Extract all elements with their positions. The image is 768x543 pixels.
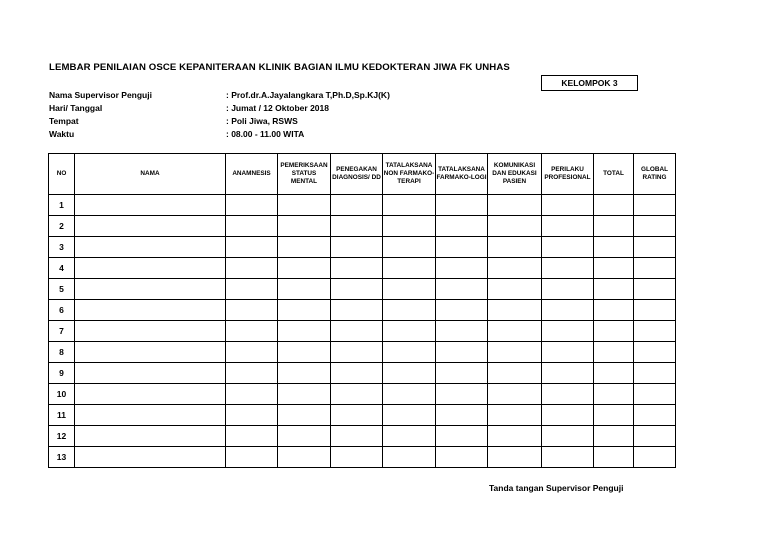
score-cell	[594, 342, 634, 363]
score-cell	[331, 342, 383, 363]
score-cell	[436, 426, 488, 447]
score-cell	[488, 237, 542, 258]
score-cell	[594, 258, 634, 279]
table-row	[49, 426, 676, 447]
score-cell	[75, 300, 226, 321]
score-cell	[278, 195, 331, 216]
score-cell	[634, 426, 676, 447]
score-cell	[278, 447, 331, 468]
table-header-row	[49, 154, 676, 195]
info-value: : Poli Jiwa, RSWS	[226, 116, 298, 126]
score-cell	[594, 321, 634, 342]
column-header: PENEGAKAN DIAGNOSIS/ DD	[331, 154, 383, 195]
info-value: : 08.00 - 11.00 WITA	[226, 129, 305, 139]
score-cell	[278, 279, 331, 300]
score-cell	[542, 216, 594, 237]
score-cell	[278, 216, 331, 237]
column-header: TATALAKSANA FARMAKO-LOGI	[436, 154, 488, 195]
score-cell	[331, 279, 383, 300]
column-header: TOTAL	[594, 154, 634, 195]
score-cell	[542, 237, 594, 258]
score-cell	[226, 321, 278, 342]
score-cell	[634, 363, 676, 384]
score-cell	[594, 405, 634, 426]
row-number: 12	[49, 426, 75, 447]
score-cell	[383, 321, 436, 342]
score-cell	[594, 279, 634, 300]
score-cell	[542, 258, 594, 279]
table-row	[49, 342, 676, 363]
group-label: KELOMPOK 3	[541, 75, 638, 91]
table-row	[49, 216, 676, 237]
score-cell	[436, 363, 488, 384]
table-row	[49, 384, 676, 405]
score-cell	[436, 405, 488, 426]
score-cell	[436, 258, 488, 279]
score-cell	[226, 279, 278, 300]
score-cell	[278, 321, 331, 342]
score-cell	[331, 321, 383, 342]
score-cell	[383, 300, 436, 321]
score-cell	[383, 363, 436, 384]
score-cell	[542, 321, 594, 342]
score-cell	[383, 384, 436, 405]
score-cell	[634, 384, 676, 405]
score-cell	[488, 321, 542, 342]
score-cell	[331, 426, 383, 447]
score-cell	[594, 237, 634, 258]
score-cell	[383, 279, 436, 300]
score-cell	[226, 426, 278, 447]
row-number: 3	[49, 237, 75, 258]
score-cell	[542, 405, 594, 426]
score-cell	[436, 447, 488, 468]
score-cell	[436, 300, 488, 321]
signature-label: Tanda tangan Supervisor Penguji	[489, 483, 624, 493]
score-cell	[226, 447, 278, 468]
score-cell	[331, 405, 383, 426]
row-number: 9	[49, 363, 75, 384]
score-cell	[278, 300, 331, 321]
score-cell	[75, 363, 226, 384]
row-number: 7	[49, 321, 75, 342]
column-header: NAMA	[75, 154, 226, 195]
column-header: KOMUNIKASI DAN EDUKASI PASIEN	[488, 154, 542, 195]
table-row	[49, 258, 676, 279]
score-cell	[278, 363, 331, 384]
score-cell	[331, 195, 383, 216]
score-cell	[436, 237, 488, 258]
score-cell	[542, 195, 594, 216]
score-cell	[488, 258, 542, 279]
score-cell	[278, 237, 331, 258]
score-cell	[436, 279, 488, 300]
score-cell	[436, 384, 488, 405]
assessment-table	[48, 153, 676, 468]
score-cell	[634, 447, 676, 468]
score-cell	[594, 426, 634, 447]
score-cell	[634, 279, 676, 300]
score-cell	[226, 363, 278, 384]
score-cell	[226, 258, 278, 279]
score-cell	[278, 258, 331, 279]
score-cell	[278, 405, 331, 426]
score-cell	[383, 342, 436, 363]
score-cell	[278, 426, 331, 447]
row-number: 10	[49, 384, 75, 405]
column-header: ANAMNESIS	[226, 154, 278, 195]
score-cell	[542, 384, 594, 405]
score-cell	[436, 321, 488, 342]
score-cell	[634, 300, 676, 321]
info-label: Waktu	[49, 129, 75, 139]
score-cell	[634, 237, 676, 258]
column-header: NO	[49, 154, 75, 195]
score-cell	[75, 447, 226, 468]
score-cell	[594, 447, 634, 468]
score-cell	[634, 405, 676, 426]
score-cell	[278, 342, 331, 363]
score-cell	[542, 279, 594, 300]
row-number: 1	[49, 195, 75, 216]
score-cell	[75, 342, 226, 363]
table-row	[49, 321, 676, 342]
score-cell	[488, 447, 542, 468]
score-cell	[542, 363, 594, 384]
score-cell	[75, 279, 226, 300]
score-cell	[594, 363, 634, 384]
score-cell	[383, 237, 436, 258]
score-cell	[488, 195, 542, 216]
score-cell	[331, 216, 383, 237]
score-cell	[383, 258, 436, 279]
score-cell	[226, 216, 278, 237]
info-value: : Jumat / 12 Oktober 2018	[226, 103, 329, 113]
score-cell	[331, 447, 383, 468]
score-cell	[383, 216, 436, 237]
score-cell	[331, 258, 383, 279]
table-row	[49, 195, 676, 216]
table-row	[49, 279, 676, 300]
score-cell	[634, 321, 676, 342]
column-header: GLOBAL RATING	[634, 154, 676, 195]
score-cell	[436, 342, 488, 363]
score-cell	[594, 384, 634, 405]
score-cell	[75, 216, 226, 237]
row-number: 13	[49, 447, 75, 468]
form-title: LEMBAR PENILAIAN OSCE KEPANITERAAN KLINIK BAGIAN ILMU KEDOKTERAN JIWA FK UNHAS	[49, 62, 510, 73]
score-cell	[594, 195, 634, 216]
score-cell	[75, 237, 226, 258]
score-cell	[594, 216, 634, 237]
score-cell	[226, 405, 278, 426]
score-cell	[383, 195, 436, 216]
score-cell	[75, 321, 226, 342]
score-cell	[75, 258, 226, 279]
score-cell	[634, 216, 676, 237]
score-cell	[75, 426, 226, 447]
score-cell	[542, 426, 594, 447]
row-number: 8	[49, 342, 75, 363]
row-number: 6	[49, 300, 75, 321]
score-cell	[488, 342, 542, 363]
score-cell	[634, 258, 676, 279]
row-number: 11	[49, 405, 75, 426]
info-label: Hari/ Tanggal	[49, 103, 103, 113]
score-cell	[634, 342, 676, 363]
score-cell	[226, 384, 278, 405]
score-cell	[436, 195, 488, 216]
info-label: Nama Supervisor Penguji	[49, 90, 152, 100]
score-cell	[488, 426, 542, 447]
table-row	[49, 300, 676, 321]
info-label: Tempat	[49, 116, 79, 126]
score-cell	[331, 237, 383, 258]
score-cell	[488, 405, 542, 426]
table-row	[49, 405, 676, 426]
table-row	[49, 363, 676, 384]
score-cell	[75, 195, 226, 216]
score-cell	[75, 405, 226, 426]
score-cell	[331, 384, 383, 405]
score-cell	[278, 384, 331, 405]
score-cell	[542, 342, 594, 363]
score-cell	[75, 384, 226, 405]
score-cell	[226, 300, 278, 321]
score-cell	[383, 447, 436, 468]
info-value: : Prof.dr.A.Jayalangkara T,Ph.D,Sp.KJ(K)	[226, 90, 390, 100]
score-cell	[436, 216, 488, 237]
column-header: TATALAKSANA NON FARMAKO-TERAPI	[383, 154, 436, 195]
table-row	[49, 237, 676, 258]
score-cell	[594, 300, 634, 321]
row-number: 4	[49, 258, 75, 279]
score-cell	[226, 237, 278, 258]
row-number: 2	[49, 216, 75, 237]
table-row	[49, 447, 676, 468]
score-cell	[226, 342, 278, 363]
column-header: PERILAKU PROFESIONAL	[542, 154, 594, 195]
score-cell	[226, 195, 278, 216]
score-cell	[383, 405, 436, 426]
score-cell	[488, 300, 542, 321]
score-cell	[488, 216, 542, 237]
score-cell	[331, 300, 383, 321]
score-cell	[634, 195, 676, 216]
score-cell	[542, 300, 594, 321]
score-cell	[488, 363, 542, 384]
score-cell	[542, 447, 594, 468]
score-cell	[488, 384, 542, 405]
score-cell	[331, 363, 383, 384]
column-header: PEMERIKSAAN STATUS MENTAL	[278, 154, 331, 195]
score-cell	[488, 279, 542, 300]
row-number: 5	[49, 279, 75, 300]
score-cell	[383, 426, 436, 447]
